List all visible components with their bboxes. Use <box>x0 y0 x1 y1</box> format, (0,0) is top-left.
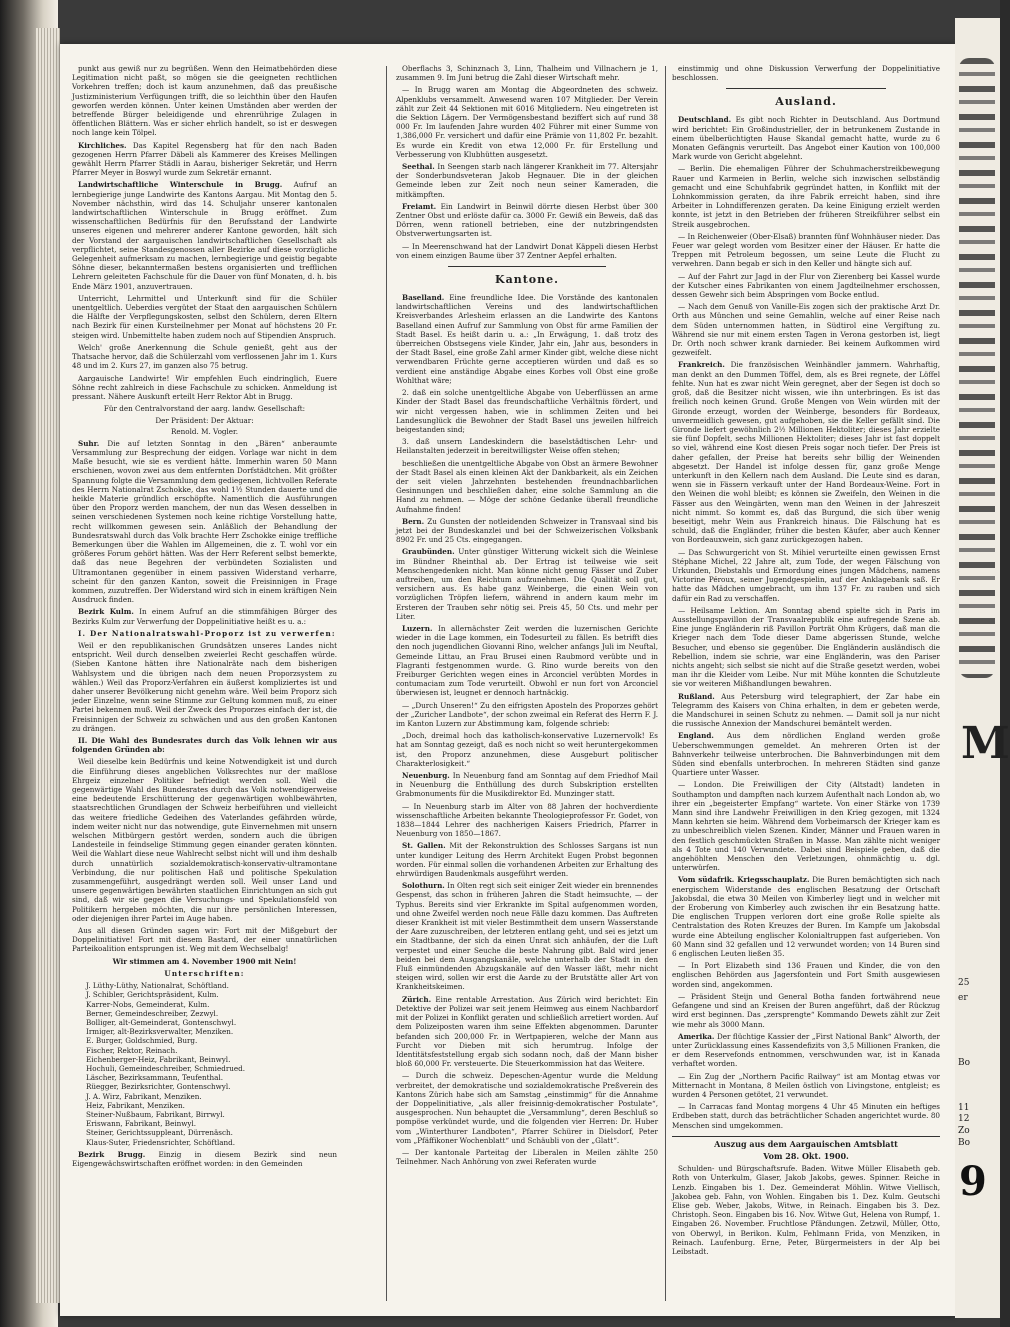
partial-letter: M <box>961 718 1010 769</box>
signature: Berner, Gemeindeschreiber, Zezwyl. <box>86 1008 219 1018</box>
paragraph: — Präsident Steijn und General Botha fanden fortwährend neue Gefangene und sind an Kreisen der Buren angeführt, daß der Rückzug wird erst beginnen. Das „zersprengte“ Kommando Dewets zählt zur Zeit wie mehr als 3000 Mann. <box>672 991 940 1029</box>
paragraph: beschließen die unentgeltliche Abgabe von Obst an ärmere Bewohner der Stadt Basel als einen kleinen Akt der Dankbarkeit, als ein Zeichen der seit vielen Jahrzehnten bestehenden freundnachbarlichen Gesinnungen und beschließen daher, eine solche Sammlung an die Hand zu nehmen. — Möge der schöne Gedanke überall freundliche Aufnahme finden! <box>396 458 658 514</box>
signature: Hochuli, Gemeindeschreiber, Schmiedrued. <box>86 1063 246 1073</box>
section-label: Seethal. <box>402 162 435 172</box>
book-spine <box>0 0 58 1327</box>
page-edges <box>36 28 60 1303</box>
newspaper-page <box>60 44 955 1316</box>
paragraph: — Das Schwurgericht von St. Mihiel verurteilte einen gewissen Ernst Stéphane Michel, 22 Jahre alt, zum Tode, der wegen Fälschung von Urkunden, Diebstahls und Ermordung eines jungen Mädchens, namens Victorine Péroux, seiner Jugendgespielin, auf der Anklagebank saß. Er hatte das Mädchen umgebracht, um ihm 137 Fr. zu rauben und sich dafür ein Rad zu verschaffen. <box>672 547 940 603</box>
paragraph <box>396 841 658 878</box>
signature-titles: Der Präsident: Der Aktuar: <box>155 416 254 426</box>
edge-text-fragment: 11 <box>958 1103 970 1113</box>
paragraph: II. Die Wahl des Bundesrates durch das Volk lehnen wir aus folgenden Gründen ab: <box>72 736 337 755</box>
paragraph: 2. daß ein solche unentgeltliche Abgabe von Ueberflüssen an arme Kinder der Stadt Basel das freundschaftliche Verhältnis fördert, und wir nicht vergessen haben, wie in schlimmen Zeiten und bei Landesunglück die Bewohner der Stadt Basel uns jeweilen hilfreich beigestanden sind; <box>396 388 658 434</box>
section-label: Bezirk Kulm. <box>78 607 134 617</box>
paragraph: Weil er den republikanischen Grundsätzen unseres Landes nicht entspricht. Weil durch denselben zweierlei Recht geschaffen würde. (Sieben Kantone hätten ihre Nationalräte nach dem bisherigen Wahlsystem und die übrigen nach dem neuen Proporzsystem zu wählen.) Weil das Proporz-Verfahren ein äußerst kompliziertes ist und daher unserer Bevölkerung nicht genehm wäre. Weil beim Proporz sich jeder Einzelne, wenn seine Stimme zur Geltung kommen muß, zu einer Partei bekennen muß. Weil der Zweck des Proporzes einfach der ist, die Freisinnigen der Schweiz zu schwächen und aus den großen Kantonen zu drängen. <box>72 640 337 733</box>
adjacent-page-edge <box>955 18 1010 1318</box>
section-label: Graubünden. <box>402 547 455 557</box>
paragraph: — In Brugg waren am Montag die Abgeordneten des schweiz. Alpenklubs versammelt. Anwesend waren 107 Mitglieder. Der Verein zählt zur Zeit 44 Sektionen mit 6016 Mitgliedern. Neu eingetreten ist die Sektion Lägern. Der Vermögensbestand beziffert sich auf rund 38 000 Fr. Im laufenden Jahre wurden 402 Führer mit einer Summe von 1,386,000 Fr. versichert und dafür eine Prämie von 11,802 Fr. bezahlt. Es wurde ein Kredit von etwa 12,000 Fr. für Erstellung und Verbesserung von Klubhütten ausgesetzt. <box>396 85 658 159</box>
column-divider <box>386 66 387 1301</box>
signature: J. Lüthy-Lüthy, Nationalrat, Schöftland. <box>86 981 229 991</box>
paragraph <box>396 624 658 698</box>
signature-names: Renold. M. Vogler. <box>171 426 238 436</box>
paragraph: Aus all diesen Gründen sagen wir: Fort mit der Mißgeburt der Doppelinitiative! Fort mit diesem Bastard, der einer unnatürlichen Parteikoalition entsprungen ist. Weg mit dem Wechselbalg! <box>72 926 337 954</box>
paragraph-text: Zu Gunsten der notleidenden Schweizer in Transvaal sind bis jetzt bei der Bundeskanzlei und bei der Schweizerischen Volksbank 8902 Fr. und 25 Cts. eingegangen. <box>396 516 658 545</box>
column-2 <box>396 64 658 1304</box>
paragraph: punkt aus gewiß nur zu begrüßen. Wenn den Heimatbehörden diese Legitimation nicht paßt, so mögen sie die geeigneten rechtlichen Vorkehren treffen; doch ist kaum anzunehmen, daß das preußische Justizministerium Verfügungen trifft, die so leichthin über den Haufen geworfen werden können. Unter keinen Umständen aber werden der betreffende Bürger beleidigende und ehrenrührige Zulagen in öffentlichen Blättern. Was er sicher ehrlich handelt, so ist er deswegen noch lange kein Tölpel. <box>72 64 337 138</box>
paragraph-text: Die Buren bemächtigten sich nach energischem Widerstande des englischen Besatzung der Ortschaft Jakobsdal, die etwa 30 Meilen von Kimberley liegt und in welcher mit der Eroberung von Kimberley auch zwischen ihr ein Besatzung hatte. Die englischen Truppen verloren dort eine große Rolle spielte als Centralstation des Roten Kreuzes der Buren. Im Kampfe um Jakobsdal wurde eine Abteilung englischer Kolonialtruppen fast aufgerieben. Von 60 Mann sind 32 gefallen und 12 verwundet worden; von 14 Buren sind 6 englischen Leuten ließen 35. <box>672 875 941 959</box>
edge-text-fragment: Bo <box>958 1138 971 1148</box>
section-heading-kantone: Kantone. <box>495 273 559 287</box>
paragraph: — „Durch Unseren!“ Zu den eifrigsten Aposteln des Proporzes gehört der „Zuricher Landbote“, der schon zweimal ein Referat des Herrn F. J. im Kanton Luzern zur Abstimmung kam, folgende schrieb: <box>396 700 658 728</box>
signature: Bolliger, alt-Gemeinderat, Gontenschwyl. <box>86 1017 237 1027</box>
section-label: Vom südafrik. Kriegsschauplatz. <box>678 875 810 885</box>
paragraph <box>672 875 940 958</box>
paragraph-text: In Seengen starb nach längerer Krankheit im 77. Altersjahr der Sonderbundsveteran Jakob Hegnauer. Die in der gleichen Gemeinde leben zur Zeit noch neun seiner Kameraden, die mitkämpften. <box>396 162 658 199</box>
paragraph-text: Einzig in diesem Bezirk sind neun Eigengewächswirtschaften eröffnet worden: in den Gemeinden <box>72 1149 337 1168</box>
paragraph <box>396 293 658 385</box>
section-divider <box>448 266 605 267</box>
amtsblatt-date: Vom 28. Okt. 1900. <box>763 1150 849 1161</box>
paragraph-text: Die französischen Weinhändler jammern. Wahrhaftig, man denkt an den Dummen Töffel, dem, als es Brei regnete, der Löffel fehlte. Nun hat es zwar nicht Wein geregnet, aber der Segen ist doch so groß, daß die Besitzer nicht wissen, wie ihn unterbringen. Es ist das freilich noch keinen Grund. Große Mengen von Wein würden mit der Gironde erzeugt, worden der Weinberge, besonders für Bordeaux, unvermeidlich gewesen, gut aufgehoben, sie die Keller gefällt sind. Die Gironde liefert gewöhnlich 2½ Millionen Hektoliter; dieses Jahr erzielte sie fünf Dopfelt, sechs Millionen Hektoliter; dieses Jahr ist fast doppelt so viel, während eine Kost diesen Preis sogar noch tiefer. Der Preis ist daher gefallen, der Preise hat bereits sehr billig der Weinenden abgesetzt. Der Handel ist infolge dessen für, ganz große Menge unterkunft in den Kellern nach dem Ausland. Die Leute sind es daran, wenn sie in Fässern verkauft unter der Hand Bordeaux-Weine. Fort in den Weinen die wohl bleibt; es können sie Zweifeln, den Weinen in die Fässer aus den Weingärten, wenn man den Weinen in der Jahreszeit nicht nimmt. So kommt es, daß das Burgund, die sich über wenig beseitigt, mehr Wein aus Frankreich hinaus. Die Fälschung hat es schuld, daß die Engländer, früher die besten Käufer, aber auch Kenner von Bordeauxwein, sich ganz zurückgezogen haben. <box>672 360 940 545</box>
paragraph <box>72 1150 337 1168</box>
signatures-heading: Unterschriften: <box>164 968 245 978</box>
ornament-border <box>959 58 995 678</box>
paragraph-text: Aus Petersburg wird telegraphiert, der Zar habe ein Telegramm des Kaisers von China erhalten, in dem er gebeten werde, die Mandschurei in seinen Schutz zu nehmen. — Damit soll ja nur nicht die russische Annexion der Mandschurei bemäntelt werden. <box>672 691 940 729</box>
paragraph <box>672 115 940 161</box>
signature: Irmiger, alt-Bezirksverwalter, Menziken. <box>86 1027 234 1037</box>
edge-text-fragment: er <box>958 993 968 1003</box>
paragraph: I. Der Nationalratswahl-Proporz ist zu verwerfen: <box>78 628 336 638</box>
paragraph <box>72 439 337 605</box>
section-label: Freiamt. <box>402 201 437 211</box>
signature: Rüegger, Bezirksrichter, Gontenschwyl. <box>86 1082 231 1092</box>
paragraph <box>672 1032 940 1069</box>
signature: Steiner, Gerichtssuppleant, Dürrenäsch. <box>86 1128 233 1138</box>
edge-text-fragment: 25 <box>958 978 970 988</box>
paragraph-text: Mit der Rekonstruktion des Schlosses Sargans ist nun unter kundiger Leitung des Herrn Architekt Eugen Probst begonnen worden. Für einmal sollen die vorhandenen Arbeiten zur Erhaltung des ehrwürdigen Baudenkmals ausgeführt werden. <box>396 841 658 879</box>
paragraph-text: Es gibt noch Richter in Deutschland. Aus Dortmund wird berichtet: Ein Großindustrieller, der in betrunkenem Zustande in einem übelberüchtigten Hause Skandal gemacht hatte, wurde zu 6 Monaten Gefängnis verurteilt. Das Angebot einer Kaution von 100,000 Mark wurde von Gericht abgelehnt. <box>672 115 940 162</box>
paragraph-text: Aufruf an lernbegierige junge Landwirte des Kantons Aargau. Mit Montag den 5. November nächsthin, wird das 14. Schuljahr unserer kantonalen landwirtschaftlichen Winterschule in Brugg eröffnet. Zum wissenschaftlichen Bedürfnis für den Berufsstand der Landwirte unseres eigenen und mehrerer anderer Kantone geworden, hält sich der Vorstand der aargauischen landwirtschaftlichen Gesellschaft als verpflichtet, seine Standesgenossen aller Bezirke auf diese vorzügliche Gelegenheit aufmerksam zu machen, lernbegierige und geistig begabte Söhne dieser, bekanntermaßen bestens organisierten und trefflichen Lehrern geleiteten Fachschule für die Dauer von fünf Monaten, d. h. bis Ende März 1901, anzuvertrauen. <box>72 180 338 291</box>
paragraph <box>672 692 940 729</box>
section-label: Rußland. <box>678 691 715 701</box>
paragraph <box>72 607 337 625</box>
section-label: Zürich. <box>402 994 432 1004</box>
signature: Steiner-Nußbaum, Fabrikant, Birrwyl. <box>86 1109 225 1119</box>
paragraph: — London. Die Freiwilligen der City (Altstadt) landeten in Southampton und dampften nach kurzem Aufenthalt nach London ab, wo ihrer ein „begeisterter Empfang“ wartete. Von einer Stärke von 1739 Mann sind ihre Landwehr Freiwilligen in den Krieg gezogen, mit 1324 Mann kehrten sie heim. Während dem Vorbeimarsch der Krieger kam es zu unbeschreiblich vielen Szenen. Kinder, Männer und Frauen waren in den festlich geschmückten Straßen in Masse. Man zählte nicht weniger als 4 Tote und 140 Verwundete. Dabei sind Beispiele geben, daß die angehöhlten Menschen den Verletzungen, ohnmächtig u. dgl. unterwürfen. <box>672 780 940 873</box>
paragraph: Weil dieselbe kein Bedürfnis und keine Notwendigkeit ist und durch die Einführung dieses angeblichen Volksrechtes nur der maßlose Ehrgeiz einzelner Politiker befriedigt werden soll. Weil die gegenwärtige Wahl des Bundesrates durch das Volk notwendigerweise eine bedeutende Erschütterung der gegenwärtigen wohlbewährten, staatsrechtlichen Grundlagen der Schweiz herbeiführen und vielleicht das weitere friedliche Gedeihen des Vaterlandes gefährden würde, indem weiter nicht nur das notwendige, gute Einvernehmen mit unsern welschen Mitbürgern gestört werden, sondern auch die übrigen Landesteile in feindselige Stimmung gegen einander geraten könnten. Weil die Wahlart diese neue Wahlrecht selbst nicht will und ihm deshalb durch unnatürlich sozialdemokratisch-konservativ-ultramontane Verbindung, die nur politischen Haß und politische Spekulation zusammengeführt, ausgedrängt werden soll. Weil unser Land und unsere gegenwärtigen bewährten staatlichen Einrichtungen an sich gut sind, daß wir sie gegen die Versuchungs- und Spekulationsfeld von Politikern hergeben möchten, die nur ihre persönlichen Interessen, oder diejenigen ihrer Partei im Auge haben. <box>72 757 337 923</box>
section-label: Frankreich. <box>678 360 725 370</box>
paragraph: Unterricht, Lehrmittel und Unterkunft sind für die Schüler unentgeltlich. Ueberdies vergütet der Staat den aargauischen Schülern die Hälfte der Verpflegungskosten, selbst den Schülern, deren Eltern nach Bezirk für einen Kursteilnehmer per Monat auf höchstens 20 Fr. steigen wird. Unbemittelte haben zudem noch auf Stipendien Anspruch. <box>72 293 337 340</box>
section-label: England. <box>678 731 714 741</box>
paragraph: — Durch die schweiz. Depeschen-Agentur wurde die Meldung verbreitet, der demokratische und sozialdemokratische Preßverein des Kantons Zürich habe sich am Samstag „einstimmig“ für die Annahme der Doppelinitiative, „als aller freisinnig-demokratischer Postulate“, ausgesprochen. Nun behauptet die „Versammlung“, deren Beschluß so pompöse verkündet wurde, und die folgenden vier Herren: Dr. Huber vom „Winterthurer Landboten“, Pfarrer Schürer in Dielsdorf, Peter vom „Pfäffikoner Wochenblatt“ und Schäubli von der „Glatt“. <box>396 1071 658 1145</box>
paragraph-text: Die auf letzten Sonntag in den „Bären“ anberaumte Versammlung zur Besprechung der eidgen. Vorlage war nicht in dem Maße besucht, wie sie es verdient hätte. Immerhin waren 50 Mann erschienen, wovon zwei aus dem entfernten Dorfstädtchen. Mit größter Spannung folgte die Versammlung dem gediegenen, lichtvollen Referate des Herrn Nationalrat Zschokke, das wohl 1½ Stunden dauerte und die heikle Materie gründlich erschöpfte. Namentlich die Ausführungen über den Proporz werden manchem, der nun das Wesen desselben in seinen verschiedenen Systemen noch keine richtige Vorstellung hatte, recht willkommen gewesen sein. Anläßlich der Behandlung der Bundesratswahl durch das Volk brachte Herr Zschokke einige treffliche Bemerkungen über die Wahlen im Allgemeinen, die z. T. wohl vor ein größeres Forum gehört hätten. Was der Herr Referent selbst bemerkte, daß das neue Begehren der verbündeten Sozialisten und Ultramontanen gegenüber in einem passiven Widerstand verharre, scheint für den ganzen Kanton, soweit die Freisinnigen in Frage kommen, zuzutreffen. Der Widerstand wird sich in einem kräftigen Nein Ausdruck finden. <box>72 438 337 605</box>
signature: Fischer, Rektor, Reinach. <box>86 1045 178 1055</box>
section-label: Deutschland. <box>678 115 732 125</box>
amtsblatt-title: Auszug aus dem Aargauischen Amtsblatt <box>714 1138 898 1149</box>
edge-text-fragment: Bo <box>958 1058 971 1068</box>
paragraph: — Ein Zug der „Northern Pacific Railway“ ist am Montag etwas vor Mitternacht in Montana, 8 Meilen östlich von Livingstone, entgleist; es wurden 4 Personen getötet, 21 verwundet. <box>672 1071 940 1099</box>
section-label: Bezirk Brugg. <box>78 1149 146 1159</box>
paragraph-text: In einem Aufruf an die stimmfähigen Bürger des Bezirks Kulm zur Verwerfung der Doppelinitiative heißt es u. a.: <box>72 607 337 626</box>
paragraph <box>396 202 658 239</box>
paragraph: — Der kantonale Parteitag der Liberalen in Meilen zählte 250 Teilnehmer. Nach Anhörung von zwei Referaten wurde <box>396 1147 658 1167</box>
paragraph: 3. daß unsern Landeskindern die baselstädtischen Lehr- und Heilanstalten jederzeit in bereitwilligster Weise offen stehen; <box>396 437 658 456</box>
paragraph <box>72 180 337 290</box>
paragraph <box>672 731 940 777</box>
signature: Klaus-Suter, Friedensrichter, Schöftland. <box>86 1137 236 1147</box>
paragraph <box>396 517 658 545</box>
paragraph-text: Ein Landwirt in Beinwil dörrte diesen Herbst über 300 Zentner Obst und erlöste dafür ca. 3000 Fr. Gewiß ein Beweis, daß das Dörren, wenn rationell betrieben, eine der nutzbringendsten Obstverwertungsarten ist. <box>396 201 658 239</box>
column-3 <box>672 64 940 1304</box>
section-heading-ausland: Ausland. <box>775 95 837 109</box>
section-label: Landwirtschaftliche Winterschule in Brugg. <box>78 180 283 190</box>
paragraph <box>396 771 658 799</box>
section-divider <box>726 88 887 89</box>
paragraph <box>72 141 337 178</box>
paragraph: — Heilsame Lektion. Am Sonntag abend spielte sich in Paris im Ausstellungspavillon der Transvaalrepublik eine aufregende Szene ab. Eine junge Engländerin riß Pavillon Porträt Ohm Krügers, daß man die Krieger nach dem Tode dieser Dame abgerissen Stunde, welche Besucher, und ebenso sie gegenüber. Die Engländerin ausländisch die Rebellion, indem sie schrie, war eine Engländerin, was den Pariser nichts angeht; sich selbst sie nicht auf die Straße gesetzt werden, wobei man ihr die Kleider vom Leibe. Nur mit Mühe konnten die Schutzleute sie vor weiteren Mißhandlungen bewahren. <box>672 605 940 689</box>
paragraph-text: In Olten regt sich seit einiger Zeit wieder ein brennendes Gespenst, das schon in früheren Jahren die Stadt heimsuchte, — der Typhus. Bereits sind vier Erkrankte im Spital aufgenommen worden, und ohne Zweifel werden noch neue Fälle dazu kommen. Das Auftreten dieser Krankheit ist mit vieler Bestimmtheit dem unsern Wasserstande der Aare zuzuschreiben, der letzteren entlang geht, und sei es jetzt um ein Stadtbanne, der sich da einen Unrat sich anhäufen, der die Luft verpestet und einer Seuche die beste Nahrung gibt. Bald wird jener beiden bei dem Ausgangskanäle, welche unterhalb der Stadt in den Fluß einmündenden Abzugskanäle auf den Wasser läßt, mehr nicht steigen wird, sollen wir erst die Aarde zu der Brutstätte aller Art von Krankheitskeimen. <box>396 881 658 992</box>
section-label: Neuenburg. <box>402 771 450 781</box>
paragraph: Welch' große Anerkennung die Schule genießt, geht aus der Thatsache hervor, daß die Schülerzahl vom verflossenen Jahr im 1. Kurs 48 und im 2. Kurs 27, im ganzen also 75 betrug. <box>72 342 337 371</box>
section-label: Kirchliches. <box>78 140 127 150</box>
paragraph: — In Carracas fand Montag morgens 4 Uhr 45 Minuten ein heftiges Erdbeben statt, durch das beträchtlicher Schaden angerichtet wurde. 80 Menschen sind umgekommen. <box>672 1102 940 1130</box>
paragraph-text: Eine rentable Arrestation. Aus Zürich wird berichtet: Ein Detektive der Polizei war seit jenem Heimweg aus einem Nachbardorf mit der Polizei in Konflikt geraten und schließlich arretiert worden. Auf dem Polizeiposten waren ihm seine Effekten abgenommen. Darunter befanden sich 200,000 Fr. in Wertpapieren, welche der Mann aus Furcht vor Dieben mit sich herumtrug. Infolge der Identitätsfeststellung ergab sich sodann noch, daß der Mann bisher bloß 60,000 Fr. versteuerte. Die Steuerkommission hat das Weitere. <box>396 994 658 1069</box>
amtsblatt-box <box>672 1136 940 1256</box>
section-label: Solothurn. <box>402 881 445 891</box>
paragraph: — Nach dem Genuß von Vanille-Eis zogen sich der praktische Arzt Dr. Orth aus München und seine Gemahlin, welche auf einer Reise nach dem Süden unternommen hatten, in Südtirol eine Vergiftung zu. Während sie nur mit einem ersten Tagen in Verona gestorben ist, liegt Dr. Orth noch schwer krank darnieder. Bei keinem Aufkommen wird gezweifelt. <box>672 302 940 358</box>
amtsblatt-text: Schulden- und Bürgschaftsrufe. Baden. Witwe Müller Elisabeth geb. Roth von Unterkulm, Glaser, Jakob Jakobs, gewes. Spinner. Reiche in Lenzb. Eingaben bis 1. Dez. Gemeinderat Möhlin. Witwe Viellisch, Jakobea geb. Fahn, von Wohlen. Eingaben bis 1. Dez. Kulm. Geutschi Elise geb. Weber, Jakobs, Witwe, in Reinach. Eingaben bis 3. Dez. Christoph. Seon. Eingaben bis 16. Nov. Witwe Gut, Helena von Rumpf, 1. Eingaben 26. November. Fruchtlose Pfändungen. Zetzwil, Müller, Otto, von Oberwyl, in Berikon. Kulm, Fehlmann Frida, von Menziken, in Reinach. Laufenburg. Erne, Peter, Bürgermeisters in der Alp bei Leibstadt. <box>672 1164 940 1256</box>
paragraph: Oberflachs 3, Schinznach 3, Linn, Thalheim und Villnachern je 1, zusammen 9. Im Juni betrug die Zahl dieser Wirtschaft mehr. <box>396 64 658 83</box>
paragraph: „Doch, dreimal hoch das katholisch-konservative Luzernervolk! Es hat am Sonntag gezeigt, daß es noch nicht so weit heruntergekommen ist, den Proporz anzunehmen, diese Ausgeburt politischer Charakterlosigkeit.“ <box>396 731 658 768</box>
paragraph: — In Meerenschwand hat der Landwirt Donat Käppeli diesen Herbst von einem einzigen Baume über 37 Zentner Aepfel erhalten. <box>396 241 658 260</box>
section-label: St. Gallen. <box>402 841 446 851</box>
paragraph-text: In Neuenburg fand am Sonntag auf dem Friedhof Mail in Neuenburg die Enthüllung des durch Subskription erstellten Grabmonuments für die Musikdirektor Ed. Munzinger statt. <box>396 771 658 799</box>
signature: J. A. Wirz, Fabrikant, Menziken. <box>86 1091 202 1101</box>
section-label: Luzern. <box>402 623 433 633</box>
paragraph <box>396 162 658 199</box>
paragraph-text: In allernächster Zeit werden die luzernischen Gerichte wieder in die Lage kommen, ein Todesurteil zu fällen. Es betrifft dies den noch jugendlichen Giovanni Rino, welcher anfangs Juli im Neuftal, Gemeinde Littau, an Frau Brusei einen Raubmord verübte und in Flagranti festgenommen wurde. G. Rino wurde bereits von den Freiburger Gerichten wegen eines in Arconciel verübten Mordes in contumaciam zum Tode verurteilt. Obwohl er nun fort von Arconciel überwiesen ist, leugnet er dennoch hartnäckig. <box>396 623 658 698</box>
paragraph: — In Port Elizabeth sind 136 Frauen und Kinder, die von den englischen Behörden aus Jagersfontein und Fort Smith ausgewiesen worden sind, angekommen. <box>672 961 940 989</box>
signature-list <box>72 981 337 1147</box>
paragraph: einstimmig und ohne Diskussion Verwerfung der Doppelinitiative beschlossen. <box>672 64 940 83</box>
signature: Eichenberger-Heiz, Fabrikant, Beinwyl. <box>86 1054 231 1064</box>
paragraph-text: Aus dem nördlichen England werden große Ueberschwemmungen gemeldet. An mehreren Orten ist der Bahnverkehr teilweise unterbrochen. Die Bahnverbindungen mit dem Süden sind ebenfalls unterbrochen. In mehreren Städten sind ganze Quartiere unter Wasser. <box>672 731 940 778</box>
signature: E. Burger, Goldschmied, Burg. <box>86 1036 198 1046</box>
paragraph: — In Reichenweier (Ober-Elsaß) brannten fünf Wohnhäuser nieder. Das Feuer war gelegt worden vom Besitzer einer der Häuser. Er hatte die Treppen mit Petroleum begossen, um seine Leute die Flucht zu verwehren. Dann begab er sich in den Keller und hängte sich auf. <box>672 231 940 269</box>
paragraph-text: Eine freundliche Idee. Die Vorstände des kantonalen landwirtschaftlichen Vereins und des landwirtschaftlichen Kreisverbandes Arlesheim erlassen an die Landwirte des Kantons Baselland einen Aufruf zur Sammlung von Obst für arme Familien der Stadt Basel. Es heißt darin u. a.: „In Erwägung, 1. daß trotz des überreichen Obstsegens viele Kinder, Jahr ein, Jahr aus, besonders in der Stadt Basel, eine große Zahl armer Kinder gibt, welche diese nicht verwendbaren Früchte gerne acceptieren würden und daß es so verdient eine anständige Abgabe eines Korbes voll Obst eine große Wohlthat wäre; <box>396 293 658 385</box>
paragraph <box>396 995 658 1069</box>
section-label: Bern. <box>402 516 425 526</box>
column-divider <box>665 66 666 1301</box>
partial-digit: 9 <box>959 1158 987 1205</box>
paragraph: — In Neuenburg starb im Alter von 88 Jahren der hochverdiente wissenschaftliche Arbeiten bekannte Theologieprofessor Fr. Godet, von 1838—1844 Lehrer des nachherigen Kaisers Friedrich, Pfarrer in Neuenburg von 1850—1867. <box>396 801 658 839</box>
paragraph <box>396 881 658 991</box>
section-label: Suhr. <box>78 438 100 448</box>
section-label: Baselland. <box>402 293 445 303</box>
paragraph-text: Unter günstiger Witterung wickelt sich die Weinlese im Bündner Rheinthal ab. Der Ertrag ist teilweise wie seit Menschengedenken nicht. Man könne nicht genug Fässer und Zuber auftreiben, um den Reichtum aufzunehmen. Die Qualität soll gut, versichern aus. Es habe ganz Weinberge, die einen Wein von vorzüglichen Tröpfen liefern, während in andern kaum mehr im Ersteren der Trauben sehr nötig sei. Preis 45, 50 Cts. und mehr per Liter. <box>396 547 658 621</box>
signature: Heiz, Fabrikant, Menziken. <box>86 1100 185 1110</box>
column-1 <box>72 64 337 1304</box>
paragraph: — Auf der Fahrt zur Jagd in der Flur von Zierenberg bei Kassel wurde der Kutscher eines Fabrikanten von einem Jagdteilnehmer erschossen, dessen Gewehr sich beim Abspringen vom Bocke entlud. <box>672 271 940 300</box>
section-label: Amerika. <box>678 1031 715 1041</box>
paragraph-text: Der flüchtige Kassier der „First National Bank“ Alworth, der unter Zurücklassung eines Kassendefizits von 3,5 Millionen Franken, die er dem Reservefonds entnommen, verschwunden war, ist in Kanada verhaftet worden. <box>672 1031 940 1069</box>
paragraph: Aargauische Landwirte! Wir empfehlen Euch eindringlich, Euere Söhne recht zahlreich in diese Fachschule zu schicken. Anmeldung ist pressant. Nähere Auskunft erteilt Herr Rektor Abt in Brugg. <box>72 373 337 401</box>
paragraph <box>396 547 658 621</box>
signature: J. Schibler, Gerichtspräsident, Kulm. <box>86 990 219 1000</box>
signature: Eriswann, Fabrikant, Beinwyl. <box>86 1119 197 1129</box>
paragraph: Wir stimmen am 4. November 1900 mit Nein! <box>112 956 297 966</box>
edge-text-fragment: 12 <box>958 1114 970 1124</box>
paragraph-text: Das Kapitel Regensberg hat für den nach Baden gezogenen Herrn Pfarrer Däbeli als Kammerer des Kreises Mellingen gewählt Herrn Pfarrer Städli in Aarau, bisheriger Sekretär, und Herrn Pfarrer Meyer in Boswyl wurde zum Sekretär ernannt. <box>72 140 337 178</box>
signature: Läscher, Bezirksammann, Teufenthal. <box>86 1073 224 1083</box>
signature: Karrer-Nobs, Gemeinderat, Kulm. <box>86 999 210 1009</box>
paragraph <box>672 360 940 544</box>
edge-text-fragment: Zo <box>958 1126 970 1136</box>
paragraph: Für den Centralvorstand der aarg. landw. Gesellschaft: <box>103 404 306 414</box>
paragraph: — Berlin. Die ehemaligen Führer der Schuhmacherstreikbewegung Rauer und Karmeien in Berlin, welche sich inzwischen selbständig gemacht und eine Schuhfabrik gegründet hatten, in Konflikt mit der Lohnkommission geraten, da ihre Fabrik erreicht haben, sind ihre Arbeiter in Lohndifferenzen geraten. Da keine Einigung erzielt werden konnte, ist jetzt in den Betrieben der früheren Streikführer selbst ein Streik ausgebrochen. <box>672 164 940 229</box>
